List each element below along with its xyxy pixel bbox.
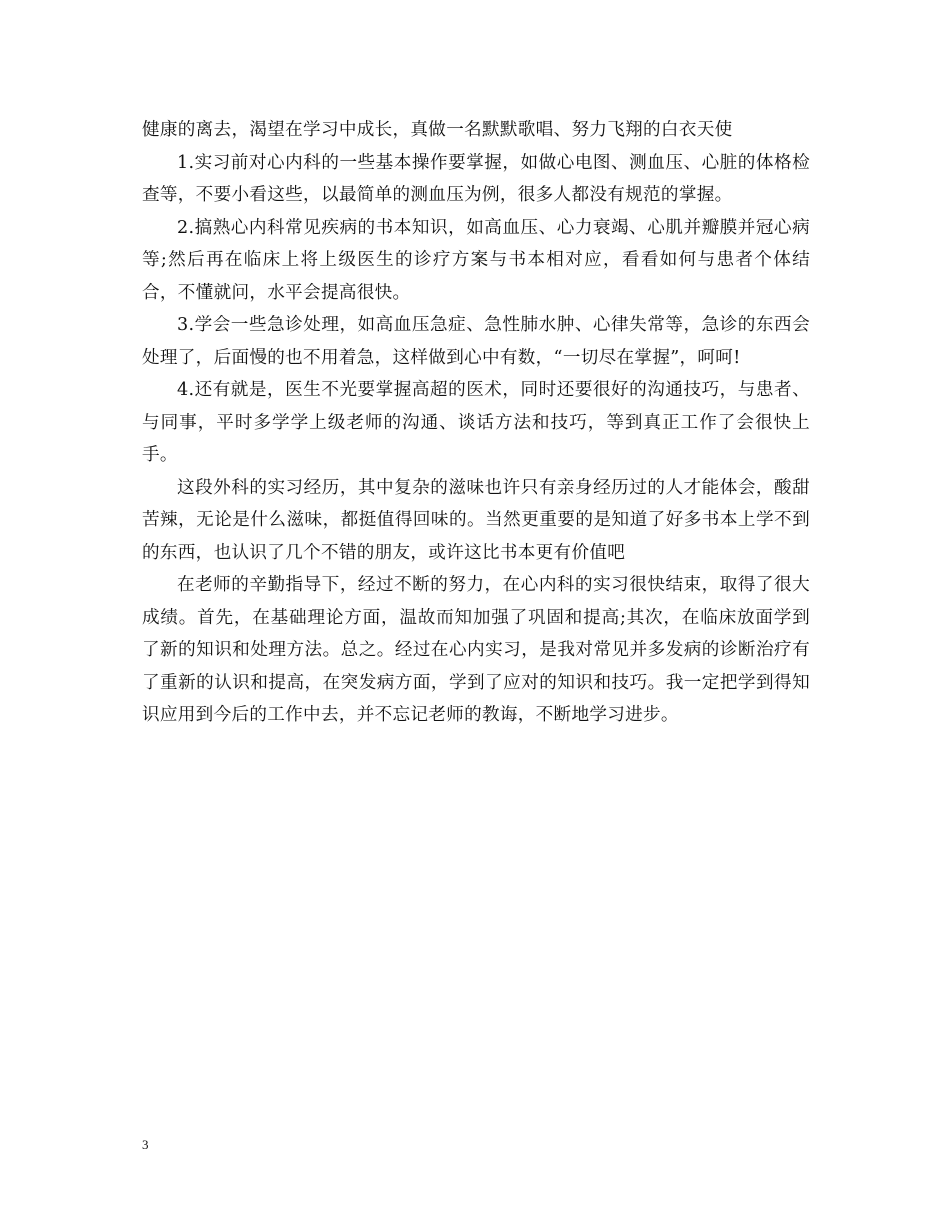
document-body	[142, 114, 810, 732]
paragraph-conclusion: 在老师的辛勤指导下，经过不断的努力，在心内科的实习很快结束，取得了很大成绩。首先，在基础理论方面，温故而知加强了巩固和提高;其次，在临床放面学到了新的知识和处理方法。总之。经过在心内实习，是我对常见并多发病的诊断治疗有了重新的认识和提高，在突发病方面，学到了应对的知识和技巧。我一定把学到得知识应用到今后的工作中去，并不忘记老师的教诲，不断地学习进步。	[142, 575, 810, 725]
paragraph-item-2: 2.搞熟心内科常见疾病的书本知识，如高血压、心力衰竭、心肌并瓣膜并冠心病等;然后再在临床上将上级医生的诊疗方案与书本相对应，看看如何与患者个体结合，不懂就问，水平会提高很快。	[142, 217, 810, 303]
paragraph-item-4: 4.还有就是，医生不光要掌握高超的医术，同时还要很好的沟通技巧，与患者、与同事，平时多学学上级老师的沟通、谈话方法和技巧，等到真正工作了会很快上手。	[142, 380, 810, 465]
paragraph-continuation: 健康的离去，渴望在学习中成长，真做一名默默歌唱、努力飞翔的白衣天使	[142, 120, 733, 140]
page-number: 3	[142, 1137, 149, 1152]
paragraph-reflection: 这段外科的实习经历，其中复杂的滋味也许只有亲身经历过的人才能体会，酸甜苦辣，无论是什么滋味，都挺值得回味的。当然更重要的是知道了好多书本上学不到的东西，也认识了几个不错的朋友，或许这比书本更有价值吧	[142, 477, 810, 563]
paragraph-item-3: 3.学会一些急诊处理，如高血压急症、急性肺水肿、心律失常等，急诊的东西会处理了，后面慢的也不用着急，这样做到心中有数，“一切尽在掌握”，呵呵!	[142, 315, 810, 368]
paragraph-item-1: 1.实习前对心内科的一些基本操作要掌握，如做心电图、测血压、心脏的体格检查等，不要小看这些，以最简单的测血压为例，很多人都没有规范的掌握。	[142, 152, 810, 205]
